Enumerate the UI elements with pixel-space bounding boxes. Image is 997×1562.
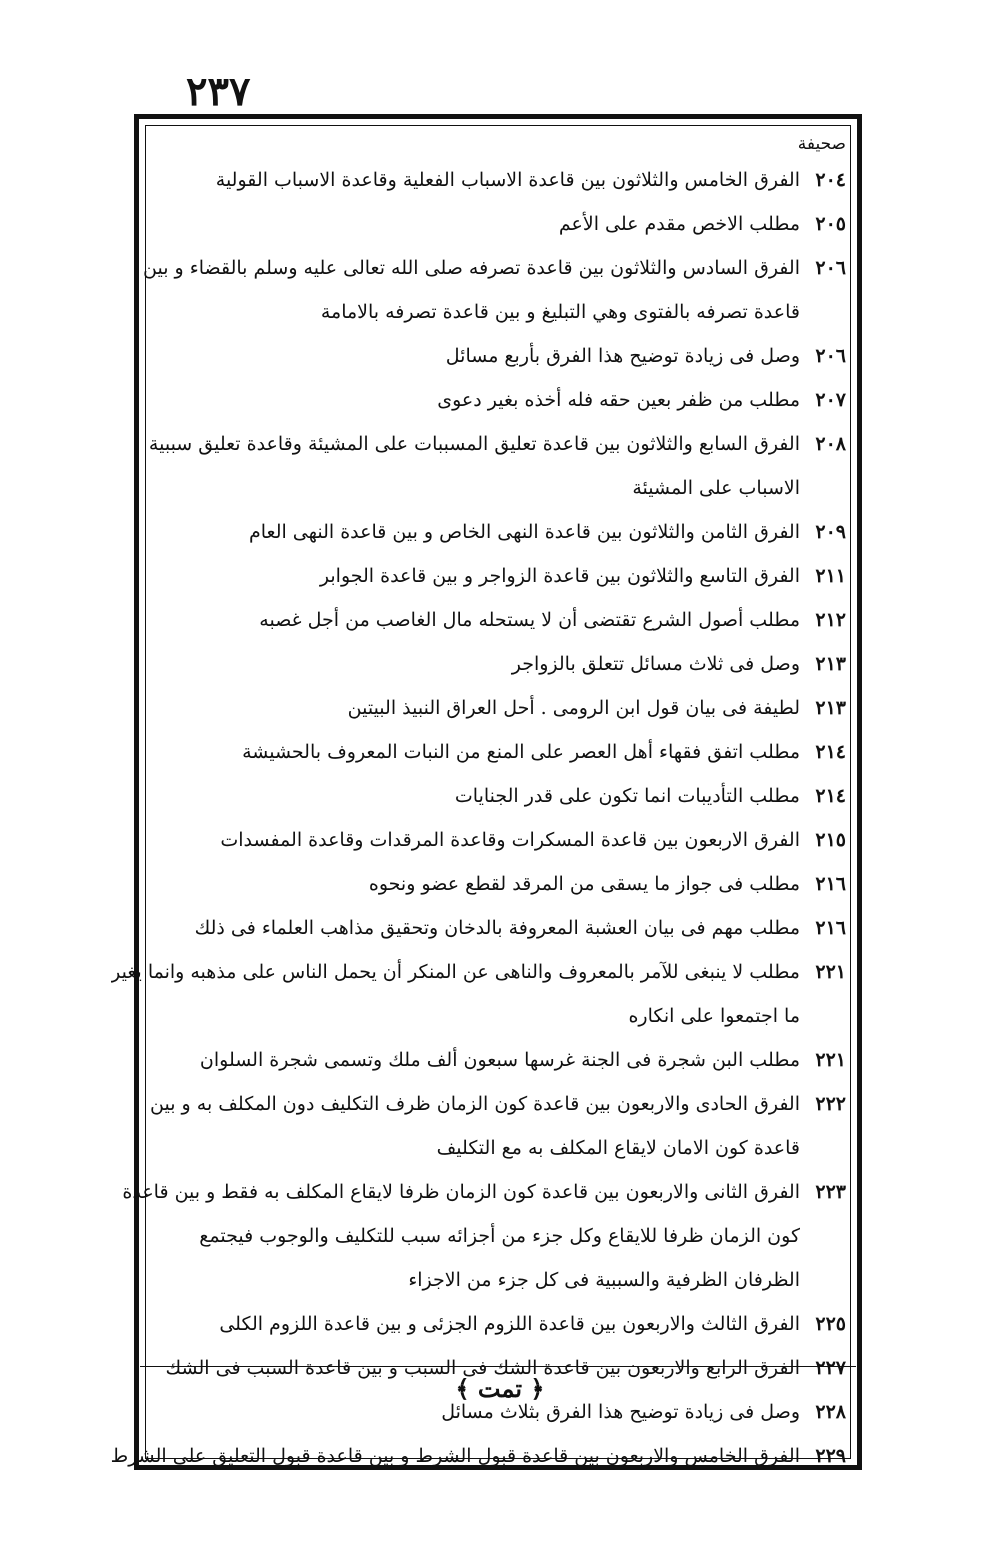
- toc-entry-page: ٢٠٨: [815, 433, 846, 455]
- toc-entry-title: [105, 950, 800, 1038]
- toc-entry-line: الفرق السادس والثلاثون بين قاعدة تصرفه صلى الله تعالى عليه وسلم بالقضاء و بين: [143, 257, 800, 279]
- toc-entry-title: [148, 906, 800, 950]
- toc-entry-line: الفرق الثامن والثلاثون بين قاعدة النهى الخاص و بين قاعدة النهى العام: [248, 521, 800, 543]
- toc-entry-line: الفرق السابع والثلاثون بين قاعدة تعليق المسببات على المشيئة وقاعدة تعليق سببية: [148, 433, 800, 455]
- toc-entry-line: الفرق الرابع والاربعون بين قاعدة الشك فى السبب و بين قاعدة السبب فى الشك: [165, 1357, 800, 1379]
- toc-entry-line: قاعدة كون الامان لايقاع المكلف به مع التكليف: [436, 1137, 800, 1159]
- toc-entry-page: ٢٠٥: [815, 213, 846, 235]
- toc-entry: [148, 598, 850, 642]
- toc-entry-line: الفرق الاربعون بين قاعدة المسكرات وقاعدة المرقدات وقاعدة المفسدات: [220, 829, 800, 851]
- toc-entry-line: وصل فى زيادة توضيح هذا الفرق بثلاث مسائل: [441, 1401, 800, 1423]
- toc-entry-line: مطلب مهم فى بيان العشبة المعروفة بالدخان وتحقيق مذاهب العلماء فى ذلك: [194, 917, 800, 939]
- toc-entry: [148, 554, 850, 598]
- toc-entry: [143, 246, 850, 334]
- toc-entry-page: ٢٢٥: [815, 1313, 846, 1335]
- toc-entry-page: ٢٠٧: [815, 389, 846, 411]
- toc-entry-title: [148, 642, 800, 686]
- toc-entry: [148, 774, 850, 818]
- toc-entry-line: مطلب اتفق فقهاء أهل العصر على المنع من النبات المعروف بالحشيشة: [242, 741, 800, 763]
- toc-entry-title: [148, 1038, 800, 1082]
- toc-entries: [110, 158, 850, 1478]
- toc-entry: [148, 818, 850, 862]
- toc-entry-page: ٢٠٦: [815, 257, 846, 279]
- toc-entry-page: ٢١٥: [815, 829, 846, 851]
- toc-entry-title: [148, 730, 800, 774]
- toc-entry-line: الفرق الثالث والاربعون بين قاعدة اللزوم الجزئى و بين قاعدة اللزوم الكلى: [219, 1313, 800, 1335]
- toc-entry: [110, 1434, 850, 1478]
- toc-entry-title: [148, 510, 800, 554]
- toc-entry-line: مطلب من ظفر بعين حقه فله أخذه بغير دعوى: [437, 389, 800, 411]
- toc-entry-title: [148, 1302, 800, 1346]
- toc-entry-title: [116, 1170, 800, 1302]
- toc-entry: [122, 1170, 850, 1302]
- toc-entry: [148, 906, 850, 950]
- toc-entry-page: ٢٢٨: [815, 1401, 846, 1423]
- toc-entry-page: ٢١٢: [815, 609, 846, 631]
- toc-entry-page: ٢٢٩: [815, 1445, 846, 1467]
- closing-mark: ﴿ تمت ﴾: [455, 1374, 545, 1403]
- column-header: صحيفة: [797, 134, 846, 154]
- page-number: ٢٣٧: [186, 68, 251, 115]
- toc-entry-line: ما اجتمعوا على انكاره: [628, 1005, 800, 1027]
- toc-entry-line: الفرق الخامس والثلاثون بين قاعدة الاسباب الفعلية وقاعدة الاسباب القولية: [215, 169, 800, 191]
- toc-entry: [148, 862, 850, 906]
- toc-entry: [148, 510, 850, 554]
- toc-entry-title: [148, 334, 800, 378]
- toc-entry-line: وصل فى ثلاث مسائل تتعلق بالزواجر: [511, 653, 800, 675]
- toc-entry-title: [148, 774, 800, 818]
- toc-entry-page: ٢٠٩: [815, 521, 846, 543]
- toc-entry-page: ٢٢١: [815, 961, 846, 983]
- toc-entry-line: الفرق الثانى والاربعون بين قاعدة كون الزمان ظرفا لايقاع المكلف به فقط و بين قاعدة: [122, 1181, 800, 1203]
- toc-entry-page: ٢١٦: [815, 917, 846, 939]
- toc-entry-line: وصل فى زيادة توضيح هذا الفرق بأربع مسائل: [445, 345, 800, 367]
- toc-entry-page: ٢٢١: [815, 1049, 846, 1071]
- toc-entry-line: الفرق الحادى والاربعون بين قاعدة كون الزمان ظرف التكليف دون المكلف به و بين: [150, 1093, 800, 1115]
- toc-entry: [148, 1302, 850, 1346]
- toc-entry-page: ٢١٤: [815, 741, 846, 763]
- toc-entry-line: مطلب البن شجرة فى الجنة غرسها سبعون ألف ملك وتسمى شجرة السلوان: [199, 1049, 800, 1071]
- toc-entry-line: كون الزمان ظرفا للايقاع وكل جزء من أجزائه سبب للتكليف والوجوب فيجتمع: [199, 1225, 800, 1247]
- toc-entry: [148, 730, 850, 774]
- toc-entry-page: ٢١٤: [815, 785, 846, 807]
- toc-entry: [148, 422, 850, 510]
- toc-entry-line: مطلب لا ينبغى للآمر بالمعروف والناهى عن المنكر أن يحمل الناس على مذهبه وانما يغير: [111, 961, 800, 983]
- toc-entry-line: مطلب أصول الشرع تقتضى أن لا يستحله مال الغاصب من أجل غصبه: [259, 609, 800, 631]
- toc-entry-page: ٢٢٧: [815, 1357, 846, 1379]
- toc-entry-title: [148, 378, 800, 422]
- toc-entry-line: الاسباب على المشيئة: [632, 477, 800, 499]
- toc-entry-title: [143, 422, 800, 510]
- toc-entry-line: مطلب التأديبات انما تكون على قدر الجنايات: [454, 785, 800, 807]
- toc-content: [110, 130, 850, 1478]
- toc-entry: [111, 950, 850, 1038]
- toc-entry-line: الفرق التاسع والثلاثون بين قاعدة الزواجر و بين قاعدة الجوابر: [319, 565, 800, 587]
- toc-entry-page: ٢١٦: [815, 873, 846, 895]
- toc-entry-page: ٢١٣: [815, 697, 846, 719]
- toc-entry-title: [148, 686, 800, 730]
- toc-entry: [148, 1082, 850, 1170]
- toc-entry: [148, 378, 850, 422]
- toc-entry-title: [148, 554, 800, 598]
- toc-entry-title: [148, 818, 800, 862]
- bottom-divider: [140, 1366, 856, 1367]
- toc-entry-page: ٢٠٦: [815, 345, 846, 367]
- toc-entry-line: الفرق الخامس والاربعون بين قاعدة قبول الشرط و بين قاعدة قبول التعليق على الشرط: [110, 1445, 800, 1467]
- toc-entry-line: مطلب الاخص مقدم على الأعم: [558, 213, 800, 235]
- toc-entry-line: لطيفة فى بيان قول ابن الرومى . أحل العراق النبيذ البيتين: [347, 697, 800, 719]
- toc-entry-line: الظرفان الظرفية والسببية فى كل جزء من الاجزاء: [408, 1269, 800, 1291]
- toc-entry-page: ٢٠٤: [815, 169, 846, 191]
- toc-entry-page: ٢١٣: [815, 653, 846, 675]
- toc-entry-page: ٢٢٣: [815, 1181, 846, 1203]
- toc-entry-title: [148, 862, 800, 906]
- toc-entry-title: [148, 202, 800, 246]
- toc-entry: [148, 202, 850, 246]
- toc-entry-title: [137, 246, 800, 334]
- toc-entry-line: مطلب فى جواز ما يسقى من المرقد لقطع عضو ونحوه: [368, 873, 800, 895]
- toc-entry-title: [105, 1434, 800, 1478]
- toc-entry: [148, 158, 850, 202]
- toc-entry-page: ٢٢٢: [815, 1093, 846, 1115]
- toc-entry: [148, 686, 850, 730]
- toc-entry-title: [144, 1082, 800, 1170]
- toc-entry: [148, 642, 850, 686]
- toc-entry: [148, 1038, 850, 1082]
- toc-entry-page: ٢١١: [815, 565, 846, 587]
- toc-entry: [148, 334, 850, 378]
- toc-entry-title: [148, 158, 800, 202]
- toc-entry-line: قاعدة تصرفه بالفتوى وهي التبليغ و بين قاعدة تصرفه بالامامة: [320, 301, 800, 323]
- toc-entry-title: [148, 598, 800, 642]
